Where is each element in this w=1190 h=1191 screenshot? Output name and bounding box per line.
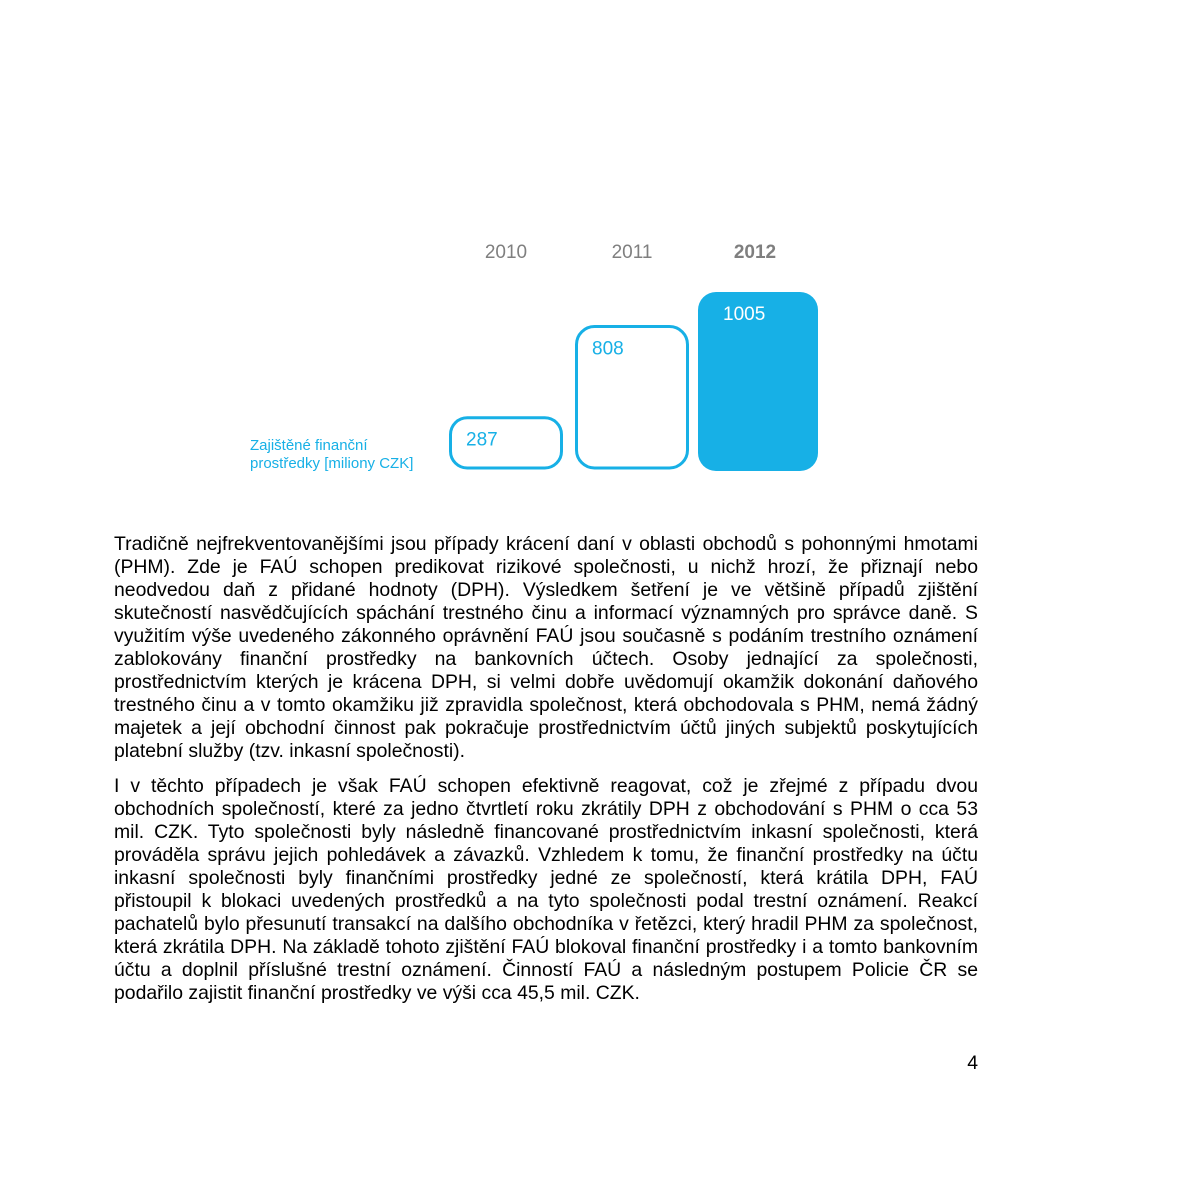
value-label-2010: 287 bbox=[466, 429, 498, 451]
value-label-2011: 808 bbox=[592, 338, 624, 360]
paragraph-2: I v těchto případech je však FAÚ schopen efektivně reagovat, což je zřejmé z případu dvou obchodních společností, které za jedno čtvrtletí roku zkrátily DPH z obchodování s PHM o cca 53 mil. CZK. Tyto společnosti byly následně financované prostřednictvím inkasní společnosti, která prováděla správu jejich pohledávek a závazků. Vzhledem k tomu, že finanční prostředky na účtu inkasní společnosti byly finančními prostředky jedné ze společností, která krátila DPH, FAÚ přistoupil k blokaci uvedených prostředků a na tyto společnosti podal trestní oznámení. Reakcí pachatelů bylo přesunutí transakcí na dalšího obchodníka v řetězci, který hradil PHM za společnost, která zkrátila DPH. Na základě tohoto zjištění FAÚ blokoval finanční prostředky i a tomto bankovním účtu a doplnil příslušné trestní oznámení. Činností FAÚ a následným postupem Policie ČR se podařilo zajistit finanční prostředky ve výši cca 45,5 mil. CZK. bbox=[114, 775, 978, 1004]
body-text bbox=[114, 533, 978, 1017]
chart-label-line-1: Zajištěné finanční bbox=[250, 437, 368, 454]
funds-secured-chart bbox=[0, 0, 1190, 520]
chart-label-line-2: prostředky [miliony CZK] bbox=[250, 455, 414, 472]
chart-bars bbox=[451, 242, 819, 471]
paragraph-1: Tradičně nejfrekventovanějšími jsou případy krácení daní v oblasti obchodů s pohonnými hmotami (PHM). Zde je FAÚ schopen predikovat rizikové společnosti, u nichž hrozí, že přiznají nebo neodvedou daň z přidané hodnoty (DPH). Výsledkem šetření je ve většině případů zjištění skutečností nasvědčujících spáchání trestného činu a informací významných pro správce daně. S využitím výše uvedeného zákonného oprávnění FAÚ jsou současně s podáním trestního oznámení zablokovány finanční prostředky na bankovních účtech. Osoby jednající za společnosti, prostřednictvím kterých je krácena DPH, si velmi dobře uvědomují okamžik dokonání daňového trestného činu a v tomto okamžiku již zpravidla společnost, která obchodovala s PHM, nemá žádný majetek a její obchodní činnost pak pokračuje prostřednictvím účtů jiných subjektů poskytujících platební služby (tzv. inkasní společnosti). bbox=[114, 533, 978, 762]
year-label-2010: 2010 bbox=[484, 242, 528, 263]
value-label-2012: 1005 bbox=[723, 304, 766, 325]
year-label-2011: 2011 bbox=[611, 242, 653, 263]
page-number: 4 bbox=[967, 1052, 978, 1074]
year-label-2012: 2012 bbox=[733, 242, 777, 263]
